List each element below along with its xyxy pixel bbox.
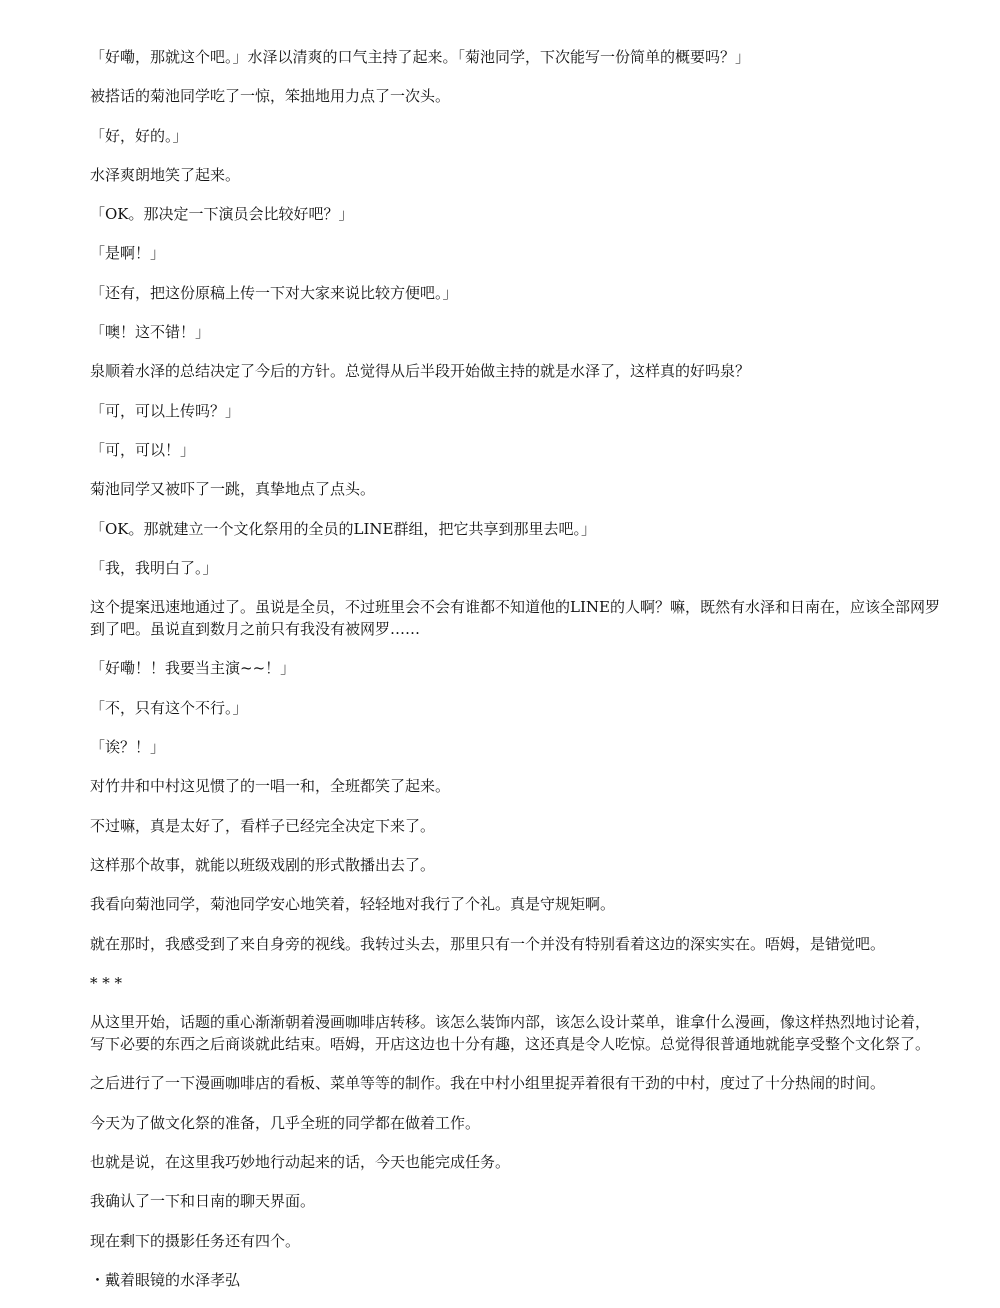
- paragraph-13: 「OK。那就建立一个文化祭用的全员的LINE群组，把它共享到那里去吧。」: [90, 519, 596, 538]
- paragraph-25: 之后进行了一下漫画咖啡店的看板、菜单等等的制作。我在中村小组里捉弄着很有干劲的中村，度过了十分热闹的时间。: [90, 1074, 886, 1093]
- paragraph-8: 「噢！这不错！」: [90, 323, 211, 342]
- paragraph-21: 这样那个故事，就能以班级戏剧的形式散播出去了。: [90, 855, 436, 874]
- paragraph-23: 就在那时，我感受到了来自身旁的视线。我转过头去，那里只有一个并没有特别看着这边的深实实在。唔姆，是错觉吧。: [90, 934, 886, 953]
- paragraph-7: 「还有，把这份原稿上传一下对大家来说比较方便吧。」: [90, 283, 458, 302]
- paragraph-10: 「可，可以上传吗？」: [90, 401, 241, 420]
- paragraph-16: 「好嘞！！我要当主演~~！」: [90, 659, 296, 678]
- paragraph-14: 「我，我明白了。」: [90, 558, 218, 577]
- paragraph-2: 被搭话的菊池同学吃了一惊，笨拙地用力点了一次头。: [90, 87, 451, 106]
- paragraph-9: 泉顺着水泽的总结决定了今后的方针。总觉得从后半段开始做主持的就是水泽了，这样真的好吗泉？: [90, 362, 751, 381]
- paragraph-24: 从这里开始，话题的重心渐渐朝着漫画咖啡店转移。该怎么装饰内部，该怎么设计菜单，谁拿什么漫画，像这样热烈地讨论着，写下必要的东西之后商谈就此结束。唔姆，开店这边也十分有趣，这还真是令人吃惊。总觉得很普通地就能享受整个文化祭了。: [90, 1013, 931, 1054]
- paragraph-3: 「好，好的。」: [90, 126, 188, 145]
- document-page: [90, 46, 940, 1308]
- scene-break: * * *: [90, 973, 123, 992]
- paragraph-26: 今天为了做文化祭的准备，几乎全班的同学都在做着工作。: [90, 1113, 481, 1132]
- paragraph-22: 我看向菊池同学，菊池同学安心地笑着，轻轻地对我行了个礼。真是守规矩啊。: [90, 895, 616, 914]
- paragraph-29: 现在剩下的摄影任务还有四个。: [90, 1231, 301, 1250]
- paragraph-27: 也就是说，在这里我巧妙地行动起来的话，今天也能完成任务。: [90, 1153, 511, 1172]
- paragraph-28: 我确认了一下和日南的聊天界面。: [90, 1192, 316, 1211]
- paragraph-20: 不过嘛，真是太好了，看样子已经完全决定下来了。: [90, 816, 436, 835]
- task-list-item: ・戴着眼镜的水泽孝弘: [90, 1270, 241, 1289]
- paragraph-1: 「好嘞，那就这个吧。」水泽以清爽的口气主持了起来。「菊池同学，下次能写一份简单的概要吗？」: [90, 48, 751, 66]
- paragraph-12: 菊池同学又被吓了一跳，真挚地点了点头。: [90, 480, 376, 499]
- paragraph-6: 「是啊！」: [90, 244, 166, 263]
- paragraph-5: 「OK。那决定一下演员会比较好吧？」: [90, 205, 354, 224]
- paragraph-4: 水泽爽朗地笑了起来。: [90, 165, 241, 184]
- paragraph-15: 这个提案迅速地通过了。虽说是全员，不过班里会不会有谁都不知道他的LINE的人啊？嘛，既然有水泽和日南在，应该全部网罗到了吧。虽说直到数月之前只有我没有被网罗……: [90, 598, 940, 639]
- paragraph-17: 「不，只有这个不行。」: [90, 698, 248, 717]
- paragraph-19: 对竹井和中村这见惯了的一唱一和，全班都笑了起来。: [90, 777, 451, 796]
- paragraph-18: 「诶？！」: [90, 738, 166, 757]
- paragraph-11: 「可，可以！」: [90, 440, 196, 459]
